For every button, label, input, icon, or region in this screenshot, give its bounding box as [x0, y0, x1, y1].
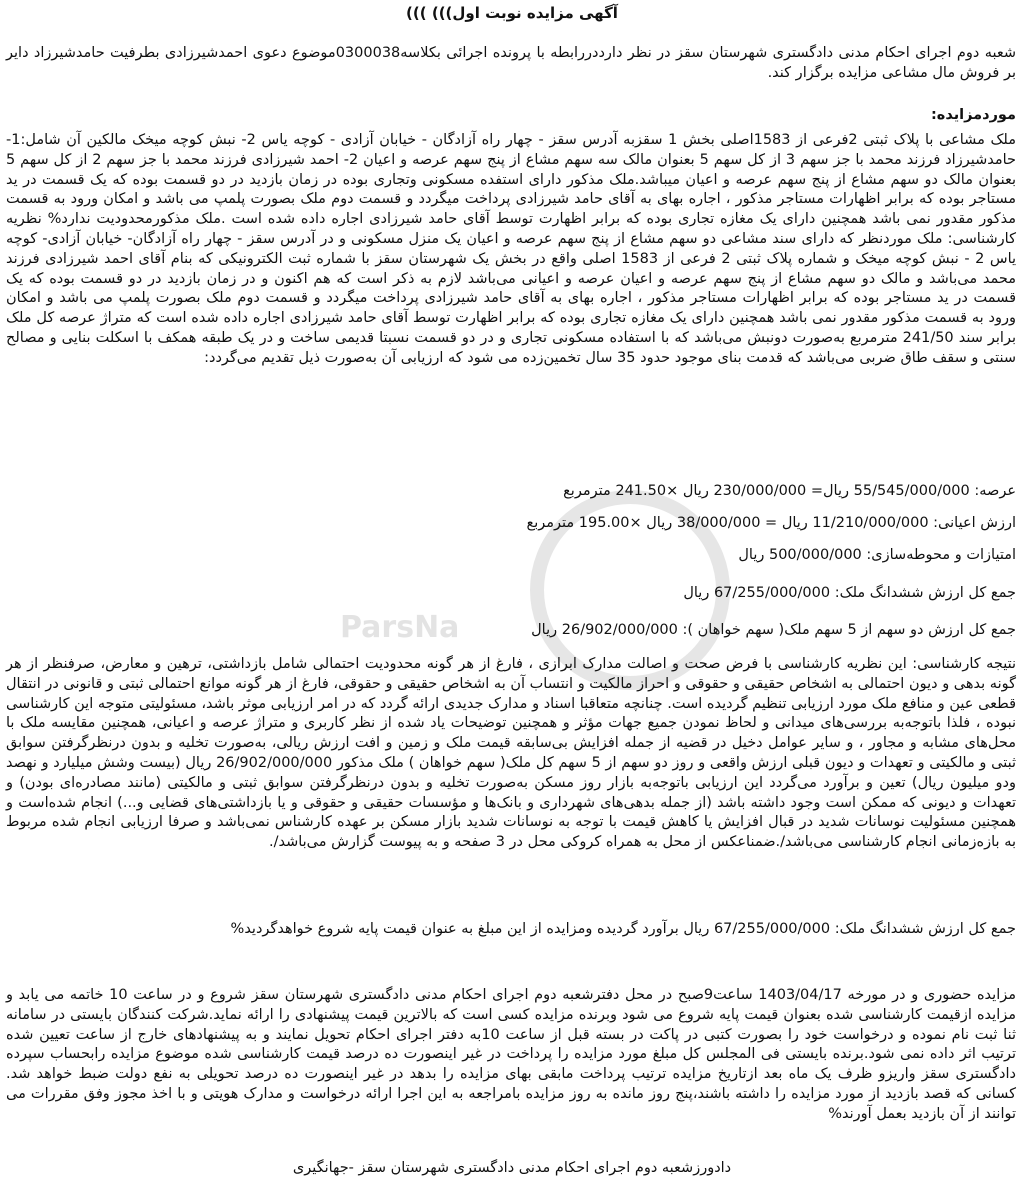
total-value-line: جمع کل ارزش ششدانگ ملک: 67/255/000/000 ریال: [683, 585, 1016, 601]
expert-conclusion: نتیجه کارشناسی: این نظریه کارشناسی با فرض صحت و اصالت مدارک ابرازی ، فارغ از هر گونه محدودیت احتمالی شامل بازداشتی، ترهین و معارض، صرفنظر از هر گونه بدهی و دیون احتمالی به اشخاص حقیقی و حقوقی و احراز مالکیت و انتساب آن به اشخاص حقیقی و حقوقی، فارغ از هر گونه موانع احتمالی ثبتی و قانونی در انتقال قطعی عین و منافع ملک مورد ارزیابی تنظیم گردیده است. چنانچه متعاقبا اسناد و مدارک جدیدی ارائه گردد که در امر ارزیابی موثر باشد، مسئولیتی متوجه این کارشناسی نبوده ، فلذا باتوجه‌به بررسی‌های میدانی و لحاظ نمودن جمیع جهات مؤثر و همچنین توضیحات یاد شده از نظر کاربری و متراژ عرصه و اعیانی، همچنین مقایسه ملک با محل‌های مشابه و مجاور ، و سایر عوامل دخیل در قضیه از جمله افزایش بی‌سابقه قیمت ملک و زمین و افت ارزش ریالی، به‌صورت تخلیه و بدون درنظرگرفتن سوابق ثبتی و مالکیتی و تعهدات و دیون قبلی ارزش واقعی و روز دو سهم از 5 سهم کل ملک( سهم خواهان ) ملک مذکور 26/902/000/000 ریال (بیست وشش میلیارد و نهصد ودو میلیون ریال) تعین و برآورد می‌گردد این ارزیابی باتوجه‌به بازار روز مسکن به‌صورت تخلیه و بدون درنظرگرفتن سوابق ثبتی و مالکیتی (مانند مصادره‌ای بودن) و تعهدات و دیونی که ممکن است وجود داشته باشد (از جمله بدهی‌های شهرداری و بانک‌ها و مؤسسات حقیقی و حقوقی و یا بازداشتی‌های قضایی و...) انجام شده‌است و همچنین مسئولیت نوسانات شدید در قبال افزایش یا کاهش قیمت با توجه به نوسانات شدید بازار مسکن بر عهده کارشناس نمی‌باشد و صرفا ارزیابی انجام شده مربوط به بازه‌زمانی انجام کارشناسی می‌باشد/.ضمناعکس از محل به همراه کروکی محل در 3 صفحه و به پیوست گزارش می‌باشد/.: [6, 656, 1016, 851]
amenities-value-line: امتیازات و محوطه‌سازی: 500/000/000 ریال: [738, 547, 1016, 563]
building-value-line: ارزش اعیانی: 11/210/000/000 ریال = 38/000/000 ریال ×195.00 مترمربع: [526, 515, 1016, 531]
share-value-line: جمع کل ارزش دو سهم از 5 سهم ملک( سهم خواهان ): 26/902/000/000 ریال: [531, 622, 1016, 638]
base-price-line: جمع کل ارزش ششدانگ ملک: 67/255/000/000 ریال برآورد گردیده ومزایده از این مبلغ به عنوان قیمت پایه شروع خواهدگردید%: [230, 921, 1016, 937]
intro-paragraph: شعبه دوم اجرای احکام مدنی دادگستری شهرستان سقز در نظر دارددررابطه با پرونده اجرائی بکلاسه0300038موضوع دعوی احمدشیرزادی بطرفیت حامدشیرزاد دایر بر فروش مال مشاعی مزایده برگزار کند.: [6, 45, 1017, 81]
property-description: ملک مشاعی با پلاک ثبتی 2فرعی از 1583اصلی بخش 1 سقزبه آدرس سقز - چهار راه آزادگان - خیابان آزادی - کوچه یاس 2- نبش کوچه میخک مالکین آن شامل:1- حامدشیرزاد فرزند محمد با جز سهم 3 از کل سهم 5 بعنوان مالک سه سهم مشاع از پنج سهم عرصه و اعیان 2- احمد شیرزادی فرزند محمد با جز سهم 2 از کل سهم 5 بعنوان مالک دو سهم مشاع از پنج سهم عرصه و اعیان میباشد.ملک مذکور دارای استفده مسکونی وتجاری بوده در زمان بازدید در دو قسمت بوده که یک قسمت در ید مستاجر بوده که برابر اظهارات مستاجر مذکور ، اجاره بهای به آقای حامد شیرزادی پرداخت میگردد و قسمت دوم ملک بصورت پلمپ می باشد و امکان ورود به قسمت مذکور مقدور نمی باشد همچنین دارای یک مغازه تجاری بوده که برابر اظهارت توسط آقای حامد شیرزادی اجاره داده شده است .ملک مذکورمحدودیت ندارد% نظریه کارشناسی: ملک موردنظر که دارای سند مشاعی دو سهم مشاع از پنج سهم عرصه و اعیان یک منزل مسکونی و در آدرس سقز - چهار راه آزادگان- خیابان آزادی- کوچه یاس 2 - نبش کوچه میخک و شماره پلاک ثبتی 2 فرعی از 1583 اصلی واقع در بخش یک شهرستان سقز با شماره ثبت الکترونیکی که بنام آقای احمد شیرزادی فرزند محمد می‌باشد و مالک دو سهم مشاع از پنج سهم عرصه و اعیان عرصه و اعیانی می‌باشد لازم به ذکر است که هم اکنون و در زمان بازدید در دو قسمت بوده که یک قسمت در ید مستاجر بوده که برابر اظهارات مستاجر مذکور ، اجاره بهای به آقای حامد شیرزادی پرداخت میگردد و قسمت دوم ملک بصورت پلمپ می باشد و امکان ورود به قسمت مذکور مقدور نمی باشد همچنین دارای یک مغازه تجاری بوده که برابر اظهارت توسط آقای حامد شیرزادی اجاره داده شده است که متراژ عرصه کل ملک برابر سند 241/50 مترمربع به‌صورت دونبش می‌باشد که با استفاده مسکونی تجاری و در دو قسمت نسبتا قدیمی ساخت و در یک طبقه همکف با اسکلت بنایی و مصالح سنتی و سقف طاق ضربی می‌باشد که قدمت بنای موجود حدود 35 سال تخمین‌زده می شود که ارزیابی آن به‌صورت ذیل تقدیم می‌گردد:: [6, 132, 1017, 366]
subject-heading: موردمزایده:: [930, 107, 1016, 123]
notice-title: آگهی مزایده نوبت اول))) ))): [406, 4, 618, 22]
watermark-text: ParsNa: [340, 610, 460, 645]
auction-terms: مزایده حضوری و در مورخه 1403/04/17 ساعت9صبح در محل دفترشعبه دوم اجرای احکام مدنی دادگستری شهرستان سقز شروع و در ساعت 10 خاتمه می یابد و مزایده ازقیمت کارشناسی شده بعنوان قیمت پایه شروع می شود وبرنده مزایده کسی است که بالاترین قیمت پیشنهادی را ارائه نماید.شرکت کنندگان بایستی در سامانه ثنا ثبت نام نموده و درخواست خود را بصورت کتبی در پاکت در بسته قبل از ساعت 10به دفتر اجرای احکام تحویل نمایند و به پیشنهادهای خارج از ساعت تعیین شده ترتیب اثر داده نمی شود.برنده بایستی فی المجلس کل مبلغ مورد مزایده را پرداخت در غیر اینصورت ده درصد قیمت کارشناسی شده موضوع مزایده رابحساب سپرده دادگستری سقز واریزو ظرف یک ماه بعد ازتاریخ مزایده ترتیب پرداخت مابقی بهای مزایده را بدهد در غیر اینصورت ده درصد تحویلی به نفع دولت ضبط خواهد شد. کسانی که قصد بازدید از مورد مزایده را داشته باشند،پنج روز مانده به روز مزایده بامراجعه به این اجرا ارائه درخواست و مدارک هویتی و با اخذ مجوز وفق مقررات می توانند از آن بازدید بعمل آورند%: [6, 987, 1017, 1122]
land-value-line: عرصه: 55/545/000/000 ریال= 230/000/000 ریال ×241.50 مترمربع: [563, 483, 1016, 499]
signature-line: دادورزشعبه دوم اجرای احکام مدنی دادگستری شهرستان سقز -جهانگیری: [292, 1160, 732, 1176]
